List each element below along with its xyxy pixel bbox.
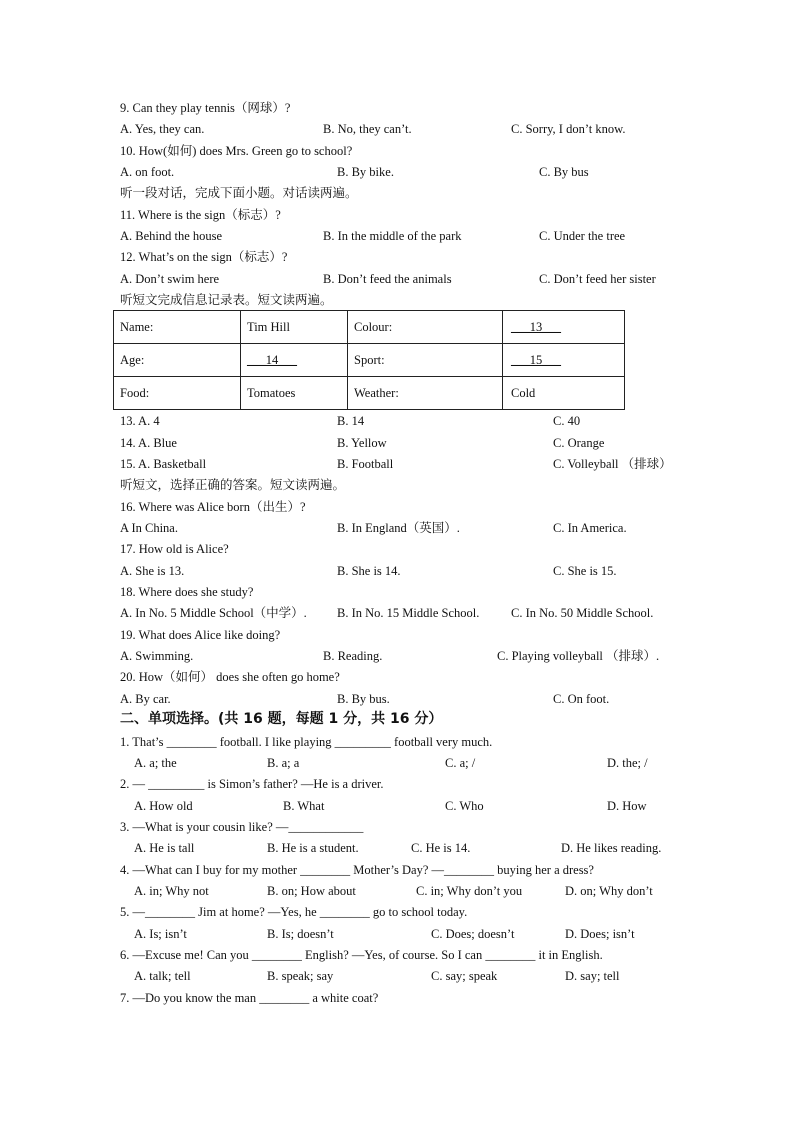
q13-option-b: B. 14 bbox=[337, 414, 365, 428]
q10-option-c: C. By bus bbox=[539, 165, 589, 179]
s2-q1-stem: 1. That’s ________ football. I like playing _________ football very much. bbox=[120, 735, 493, 749]
table-cell: Colour: bbox=[348, 311, 503, 344]
q20-option-c: C. On foot. bbox=[553, 692, 610, 706]
q9-option-a: A. Yes, they can. bbox=[120, 122, 205, 136]
q17-option-c: C. She is 15. bbox=[553, 564, 617, 578]
q18-option-b: B. In No. 15 Middle School. bbox=[337, 606, 480, 620]
q17-option-a: A. She is 13. bbox=[120, 564, 185, 578]
q11-option-c: C. Under the tree bbox=[539, 229, 626, 243]
s2-q2-option-c: C. Who bbox=[445, 799, 484, 813]
q14-option-a: 14. A. Blue bbox=[120, 436, 177, 450]
s2-q3-option-c: C. He is 14. bbox=[411, 841, 471, 855]
passage-instruction: 听短文，选择正确的答案。短文读两遍。 bbox=[120, 477, 346, 492]
s2-q5-option-a: A. Is; isn’t bbox=[134, 927, 187, 941]
s2-q1-option-c: C. a; / bbox=[445, 756, 476, 770]
q15-option-a: 15. A. Basketball bbox=[120, 457, 207, 471]
s2-q5-option-d: D. Does; isn’t bbox=[565, 927, 635, 941]
s2-q1-option-d: D. the; / bbox=[607, 756, 648, 770]
q14-option-b: B. Yellow bbox=[337, 436, 387, 450]
table-row bbox=[114, 377, 625, 410]
q11-option-a: A. Behind the house bbox=[120, 229, 223, 243]
q19-stem: 19. What does Alice like doing? bbox=[120, 628, 281, 642]
q19-option-c: C. Playing volleyball （排球）. bbox=[497, 649, 660, 663]
table-row bbox=[114, 311, 625, 344]
s2-q4-option-d: D. on; Why don’t bbox=[565, 884, 653, 898]
q19-option-b: B. Reading. bbox=[323, 649, 383, 663]
table-cell: Food: bbox=[114, 377, 241, 410]
q17-stem: 17. How old is Alice? bbox=[120, 542, 229, 556]
s2-q7-stem: 7. —Do you know the man ________ a white coat? bbox=[120, 991, 379, 1005]
q13-option-c: C. 40 bbox=[553, 414, 581, 428]
blank-13: ___13___ bbox=[503, 311, 625, 344]
q16-stem: 16. Where was Alice born（出生）? bbox=[120, 500, 306, 514]
blank-15: ___15___ bbox=[503, 344, 625, 377]
q11-stem: 11. Where is the sign（标志）? bbox=[120, 208, 281, 222]
q18-stem: 18. Where does she study? bbox=[120, 585, 254, 599]
q10-option-a: A. on foot. bbox=[120, 165, 175, 179]
s2-q5-stem: 5. —________ Jim at home? —Yes, he ________ go to school today. bbox=[120, 905, 468, 919]
q19-option-a: A. Swimming. bbox=[120, 649, 194, 663]
q13-option-a: 13. A. 4 bbox=[120, 414, 160, 428]
q16-option-b: B. In England（英国）. bbox=[337, 521, 460, 535]
table-cell: Cold bbox=[503, 377, 625, 410]
s2-q3-option-b: B. He is a student. bbox=[267, 841, 359, 855]
q18-option-a: A. In No. 5 Middle School（中学）. bbox=[120, 606, 307, 620]
q20-option-b: B. By bus. bbox=[337, 692, 390, 706]
blank-14: ___14___ bbox=[241, 344, 348, 377]
q20-stem: 20. How（如何） does she often go home? bbox=[120, 670, 340, 684]
s2-q1-option-a: A. a; the bbox=[134, 756, 177, 770]
s2-q5-option-c: C. Does; doesn’t bbox=[431, 927, 515, 941]
q9-stem: 9. Can they play tennis（网球）? bbox=[120, 101, 291, 115]
q9-option-c: C. Sorry, I don’t know. bbox=[511, 122, 626, 136]
table-row bbox=[114, 344, 625, 377]
s2-q4-option-a: A. in; Why not bbox=[134, 884, 209, 898]
dialog-instruction: 听一段对话，完成下面小题。对话读两遍。 bbox=[120, 185, 358, 200]
table-cell: Sport: bbox=[348, 344, 503, 377]
table-cell: Weather: bbox=[348, 377, 503, 410]
q12-stem: 12. What’s on the sign（标志）? bbox=[120, 250, 288, 264]
q20-option-a: A. By car. bbox=[120, 692, 171, 706]
q12-option-b: B. Don’t feed the animals bbox=[323, 272, 452, 286]
q10-stem: 10. How(如何) does Mrs. Green go to school? bbox=[120, 144, 353, 158]
q16-option-c: C. In America. bbox=[553, 521, 627, 535]
s2-q1-option-b: B. a; a bbox=[267, 756, 300, 770]
q14-option-c: C. Orange bbox=[553, 436, 605, 450]
info-record-table bbox=[113, 310, 625, 410]
q10-option-b: B. By bike. bbox=[337, 165, 394, 179]
q15-option-c: C. Volleyball （排球） bbox=[553, 457, 672, 471]
s2-q6-option-d: D. say; tell bbox=[565, 969, 620, 983]
table-cell: Tomatoes bbox=[241, 377, 348, 410]
s2-q6-option-b: B. speak; say bbox=[267, 969, 334, 983]
q18-option-c: C. In No. 50 Middle School. bbox=[511, 606, 654, 620]
table-cell: Tim Hill bbox=[241, 311, 348, 344]
s2-q4-option-b: B. on; How about bbox=[267, 884, 356, 898]
s2-q2-option-d: D. How bbox=[607, 799, 647, 813]
table-cell: Age: bbox=[114, 344, 241, 377]
q12-option-a: A. Don’t swim here bbox=[120, 272, 220, 286]
s2-q6-option-c: C. say; speak bbox=[431, 969, 498, 983]
s2-q6-option-a: A. talk; tell bbox=[134, 969, 191, 983]
s2-q2-option-a: A. How old bbox=[134, 799, 193, 813]
q15-option-b: B. Football bbox=[337, 457, 394, 471]
s2-q4-stem: 4. —What can I buy for my mother ________ Mother’s Day? —________ buying her a dress? bbox=[120, 863, 594, 877]
s2-q6-stem: 6. —Excuse me! Can you ________ English? —Yes, of course. So I can ________ it in English. bbox=[120, 948, 603, 962]
section-heading: 二、单项选择。(共 16 题，每题 1 分，共 16 分） bbox=[120, 711, 443, 727]
s2-q3-option-d: D. He likes reading. bbox=[561, 841, 662, 855]
table-cell: Name: bbox=[114, 311, 241, 344]
q12-option-c: C. Don’t feed her sister bbox=[539, 272, 656, 286]
q11-option-b: B. In the middle of the park bbox=[323, 229, 462, 243]
q17-option-b: B. She is 14. bbox=[337, 564, 401, 578]
s2-q5-option-b: B. Is; doesn’t bbox=[267, 927, 334, 941]
s2-q2-stem: 2. — _________ is Simon’s father? —He is a driver. bbox=[120, 777, 384, 791]
s2-q4-option-c: C. in; Why don’t you bbox=[416, 884, 523, 898]
s2-q3-option-a: A. He is tall bbox=[134, 841, 195, 855]
table-instruction: 听短文完成信息记录表。短文读两遍。 bbox=[120, 292, 333, 307]
q16-option-a: A In China. bbox=[120, 521, 178, 535]
s2-q2-option-b: B. What bbox=[283, 799, 325, 813]
q9-option-b: B. No, they can’t. bbox=[323, 122, 412, 136]
s2-q3-stem: 3. —What is your cousin like? —____________ bbox=[120, 820, 364, 834]
